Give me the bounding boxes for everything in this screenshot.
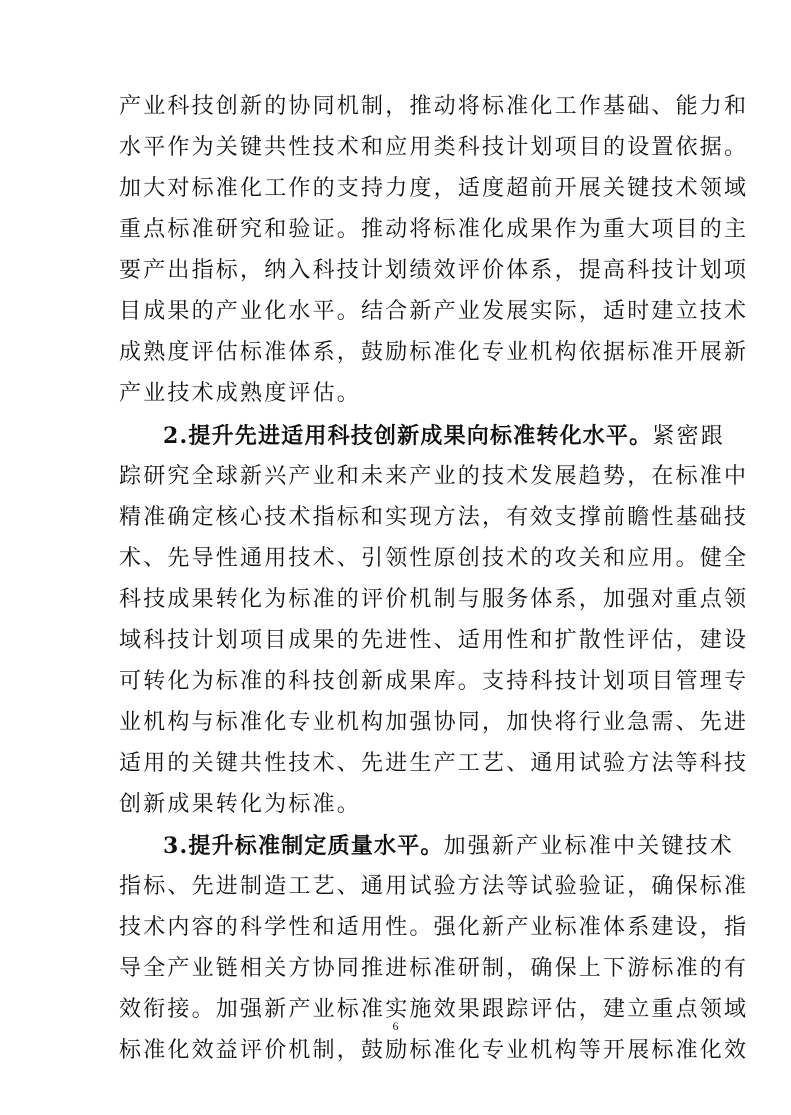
body-text-line: 技术内容的科学性和适用性。强化新产业标准体系建设，指 [119,915,749,940]
body-text-line: 产业技术成熟度评估。 [119,381,362,406]
body-text-line: 加大对标准化工作的支持力度，适度超前开展关键技术领域 [119,176,749,201]
body-text-line: 指标、先进制造工艺、通用试验方法等试验验证，确保标准 [119,874,749,899]
body-text-line: 效衔接。加强新产业标准实施效果跟踪评估，建立重点领域 [119,997,749,1022]
body-text-line: 水平作为关键共性技术和应用类科技计划项目的设置依据。 [119,135,749,160]
body-text-line: 导全产业链相关方协同推进标准研制，确保上下游标准的有 [119,956,749,981]
body-text-line: 标准化效益评价机制，鼓励标准化专业机构等开展标准化效 [119,1038,749,1063]
section-2-first-line [163,416,725,456]
body-text-line: 域科技计划项目成果的先进性、适用性和扩散性评估，建设 [119,628,749,653]
body-text-line: 精准确定核心技术指标和实现方法，有效支撑前瞻性基础技 [119,505,749,530]
body-text-line: 可转化为标准的科技创新成果库。支持科技计划项目管理专 [119,669,749,694]
body-text-line: 业机构与标准化专业机构加强协同，加快将行业急需、先进 [119,710,749,735]
section-2-text: 紧密跟 [652,424,725,449]
body-text-line: 要产出指标，纳入科技计划绩效评价体系，提高科技计划项 [119,258,749,283]
body-text-line: 成熟度评估标准体系，鼓励标准化专业机构依据标准开展新 [119,340,749,365]
section-3-first-line [163,826,734,866]
body-text-line: 重点标准研究和验证。推动将标准化成果作为重大项目的主 [119,217,749,242]
body-text-line: 产业科技创新的协同机制，推动将标准化工作基础、能力和 [119,94,749,119]
body-text-line: 适用的关键共性技术、先进生产工艺、通用试验方法等科技 [119,751,749,776]
body-text-line: 科技成果转化为标准的评价机制与服务体系，加强对重点领 [119,587,749,612]
page-number: 6 [392,1019,399,1033]
body-text-line: 目成果的产业化水平。结合新产业发展实际，适时建立技术 [119,299,749,324]
section-3-heading: 3.提升标准制定质量水平。 [163,833,444,859]
body-text-line: 术、先导性通用技术、引领性原创技术的攻关和应用。健全 [119,546,749,571]
body-text-line: 踪研究全球新兴产业和未来产业的技术发展趋势，在标准中 [119,464,749,489]
section-3-text: 加强新产业标准中关键技术 [443,834,734,859]
body-text-line: 创新成果转化为标准。 [119,792,362,817]
section-2-heading: 2.提升先进适用科技创新成果向标准转化水平。 [163,423,653,449]
